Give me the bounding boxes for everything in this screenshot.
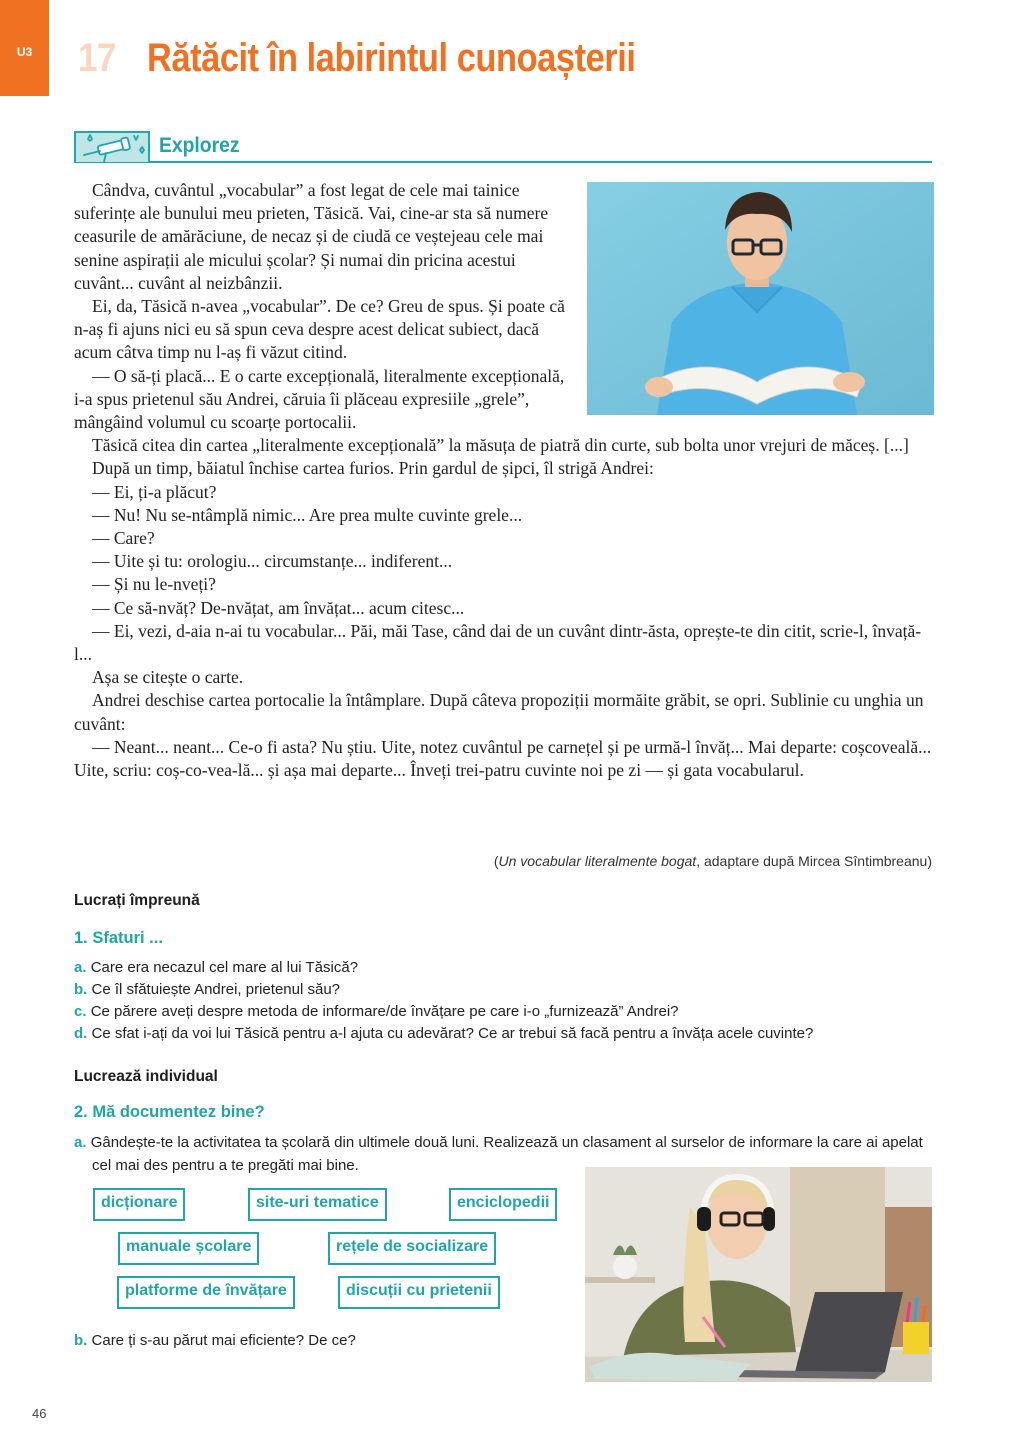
exercise-1-title: 1. Sfaturi ...	[74, 929, 163, 947]
section-header-explorez	[74, 130, 932, 163]
dialog-line: — Care?	[92, 528, 155, 549]
work-mode-individual: Lucrează individual	[74, 1068, 218, 1085]
lesson-number: 17	[78, 36, 116, 80]
question-letter: b.	[74, 1332, 88, 1349]
source-chip[interactable]: platforme de învățare	[117, 1276, 295, 1309]
citation-title: Un vocabular literalmente bogat	[498, 853, 697, 869]
citation-author: , adaptare după Mircea Sîntimbreanu)	[696, 853, 932, 869]
source-chip[interactable]: site-uri tematice	[248, 1188, 387, 1221]
exercise-2-title: 2. Mă documentez bine?	[74, 1103, 265, 1121]
question-item	[74, 1001, 813, 1023]
source-chip[interactable]: enciclopedii	[449, 1188, 557, 1221]
story-paragraph: Andrei deschise cartea portocalie la întâmplare. După câteva propoziții mormăite grăbit, se opri. Sublinie cu unghia un cuvânt:	[74, 690, 924, 734]
source-citation	[494, 853, 932, 869]
story-paragraph: Tăsică citea din cartea „literalmente excepțională” la măsuța de piatră din curte, sub bolta unor vrejuri de măceș. [...]	[92, 435, 909, 456]
dialog-line: — Nu! Nu se-ntâmplă nimic... Are prea multe cuvinte grele...	[92, 504, 523, 525]
source-chip[interactable]: discuții cu prietenii	[338, 1276, 500, 1309]
question-letter: c.	[74, 1003, 87, 1020]
dialog-line: — Ei, vezi, d-aia n-ai tu vocabular... Păi, măi Tase, când dai de un cuvânt dintr-ăsta, oprește-te din citit, scrie-l, învață-l...	[74, 620, 922, 665]
citation-open: (	[493, 853, 499, 869]
question-text: Care era necazul cel mare al lui Tăsică?	[90, 959, 359, 976]
question-letter: d.	[74, 1025, 88, 1042]
source-chip[interactable]: rețele de socializare	[328, 1232, 496, 1265]
source-chip[interactable]: dicționare	[93, 1188, 185, 1221]
story-paragraph: Așa se citește o carte.	[92, 667, 244, 688]
dialog-line: — Uite și tu: orologiu... circumstanțe... indiferent...	[92, 551, 453, 572]
story-paragraph: Cândva, cuvântul „vocabular” a fost legat de cele mai tainice suferințe ale bunului meu prieten, Tăsică. Vai, cine-ar sta să numere ceasurile de amărăciune, de necaz și de ciudă ce veștejeau cele mai senine aspirații ale micului școlar? Și numai din pricina acestui cuvânt... cuvânt al neizbânzii.	[74, 180, 549, 293]
question-item	[74, 957, 813, 979]
question-item	[74, 1023, 813, 1045]
dialog-line: — Ce să-nvăț? De-nvățat, am învățat... acum citesc...	[92, 597, 465, 618]
exercise-1-questions	[74, 957, 813, 1045]
question-letter: a.	[74, 959, 87, 976]
section-title: Explorez	[159, 134, 240, 157]
question-text: Ce părere aveți despre metoda de informare/de învățare pe care i-o „furnizează” Andrei?	[90, 1003, 679, 1020]
story-paragraph: După un timp, băiatul închise cartea furios. Prin gardul de șipci, îl strigă Andrei:	[92, 458, 654, 479]
dialog-line: — Și nu le-nveți?	[92, 574, 216, 595]
page-number: 46	[32, 1406, 47, 1421]
unit-label: U3	[16, 45, 33, 59]
unit-tab	[0, 0, 49, 96]
dialog-line: — Ei, ți-a plăcut?	[92, 481, 217, 502]
work-mode-group: Lucrați împreună	[74, 892, 200, 909]
story-paragraph: — O să-ți placă... E o carte excepțională, literalmente excepțională, i-a spus prietenul său Andrei, căruia îi plăceau expresiile „grele”, mângâind volumul cu scoarțe portocalii.	[74, 365, 565, 433]
question-text: Care ți s-au părut mai eficiente? De ce?	[91, 1332, 356, 1349]
question-text: Ce îl sfătuiește Andrei, prietenul său?	[91, 981, 340, 998]
lesson-title: Rătăcit în labirintul cunoașterii	[147, 36, 636, 80]
question-text: Ce sfat i-ați da voi lui Tăsică pentru a-l ajuta cu adevărat? Ce ar trebui să facă pentru a învăța acele cuvinte?	[91, 1025, 814, 1042]
boy-reading-photo	[587, 182, 934, 415]
telescope-icon	[74, 131, 150, 162]
question-letter: b.	[74, 981, 88, 998]
question-text: Gândește-te la activitatea ta școlară din ultimele două luni. Realizează un clasament al surselor de informare la care ai apelat cel mai des pentru a te pregăti mai bine.	[90, 1134, 923, 1174]
story-text	[74, 179, 934, 782]
source-chip[interactable]: manuale școlare	[118, 1232, 259, 1265]
dialog-line: — Neant... neant... Ce-o fi asta? Nu știu. Uite, notez cuvântul pe carnețel și pe urmă-l învăț... Mai departe: coșcoveală... Uite, scriu: coș-co-vea-lă... și așa mai departe... Înveți trei-patru cuvinte noi pe zi — și gata vocabularul.	[74, 736, 932, 781]
question-item	[74, 979, 813, 1001]
question-letter: a.	[74, 1134, 87, 1151]
girl-studying-photo	[585, 1167, 932, 1382]
story-paragraph: Ei, da, Tăsică n-avea „vocabular”. De ce? Greu de spus. Și poate că n-aș fi ajuns nici eu să spun ceva despre acest delicat subiect, dacă acum câtva timp nu l-aș fi văzut citind.	[74, 296, 565, 363]
